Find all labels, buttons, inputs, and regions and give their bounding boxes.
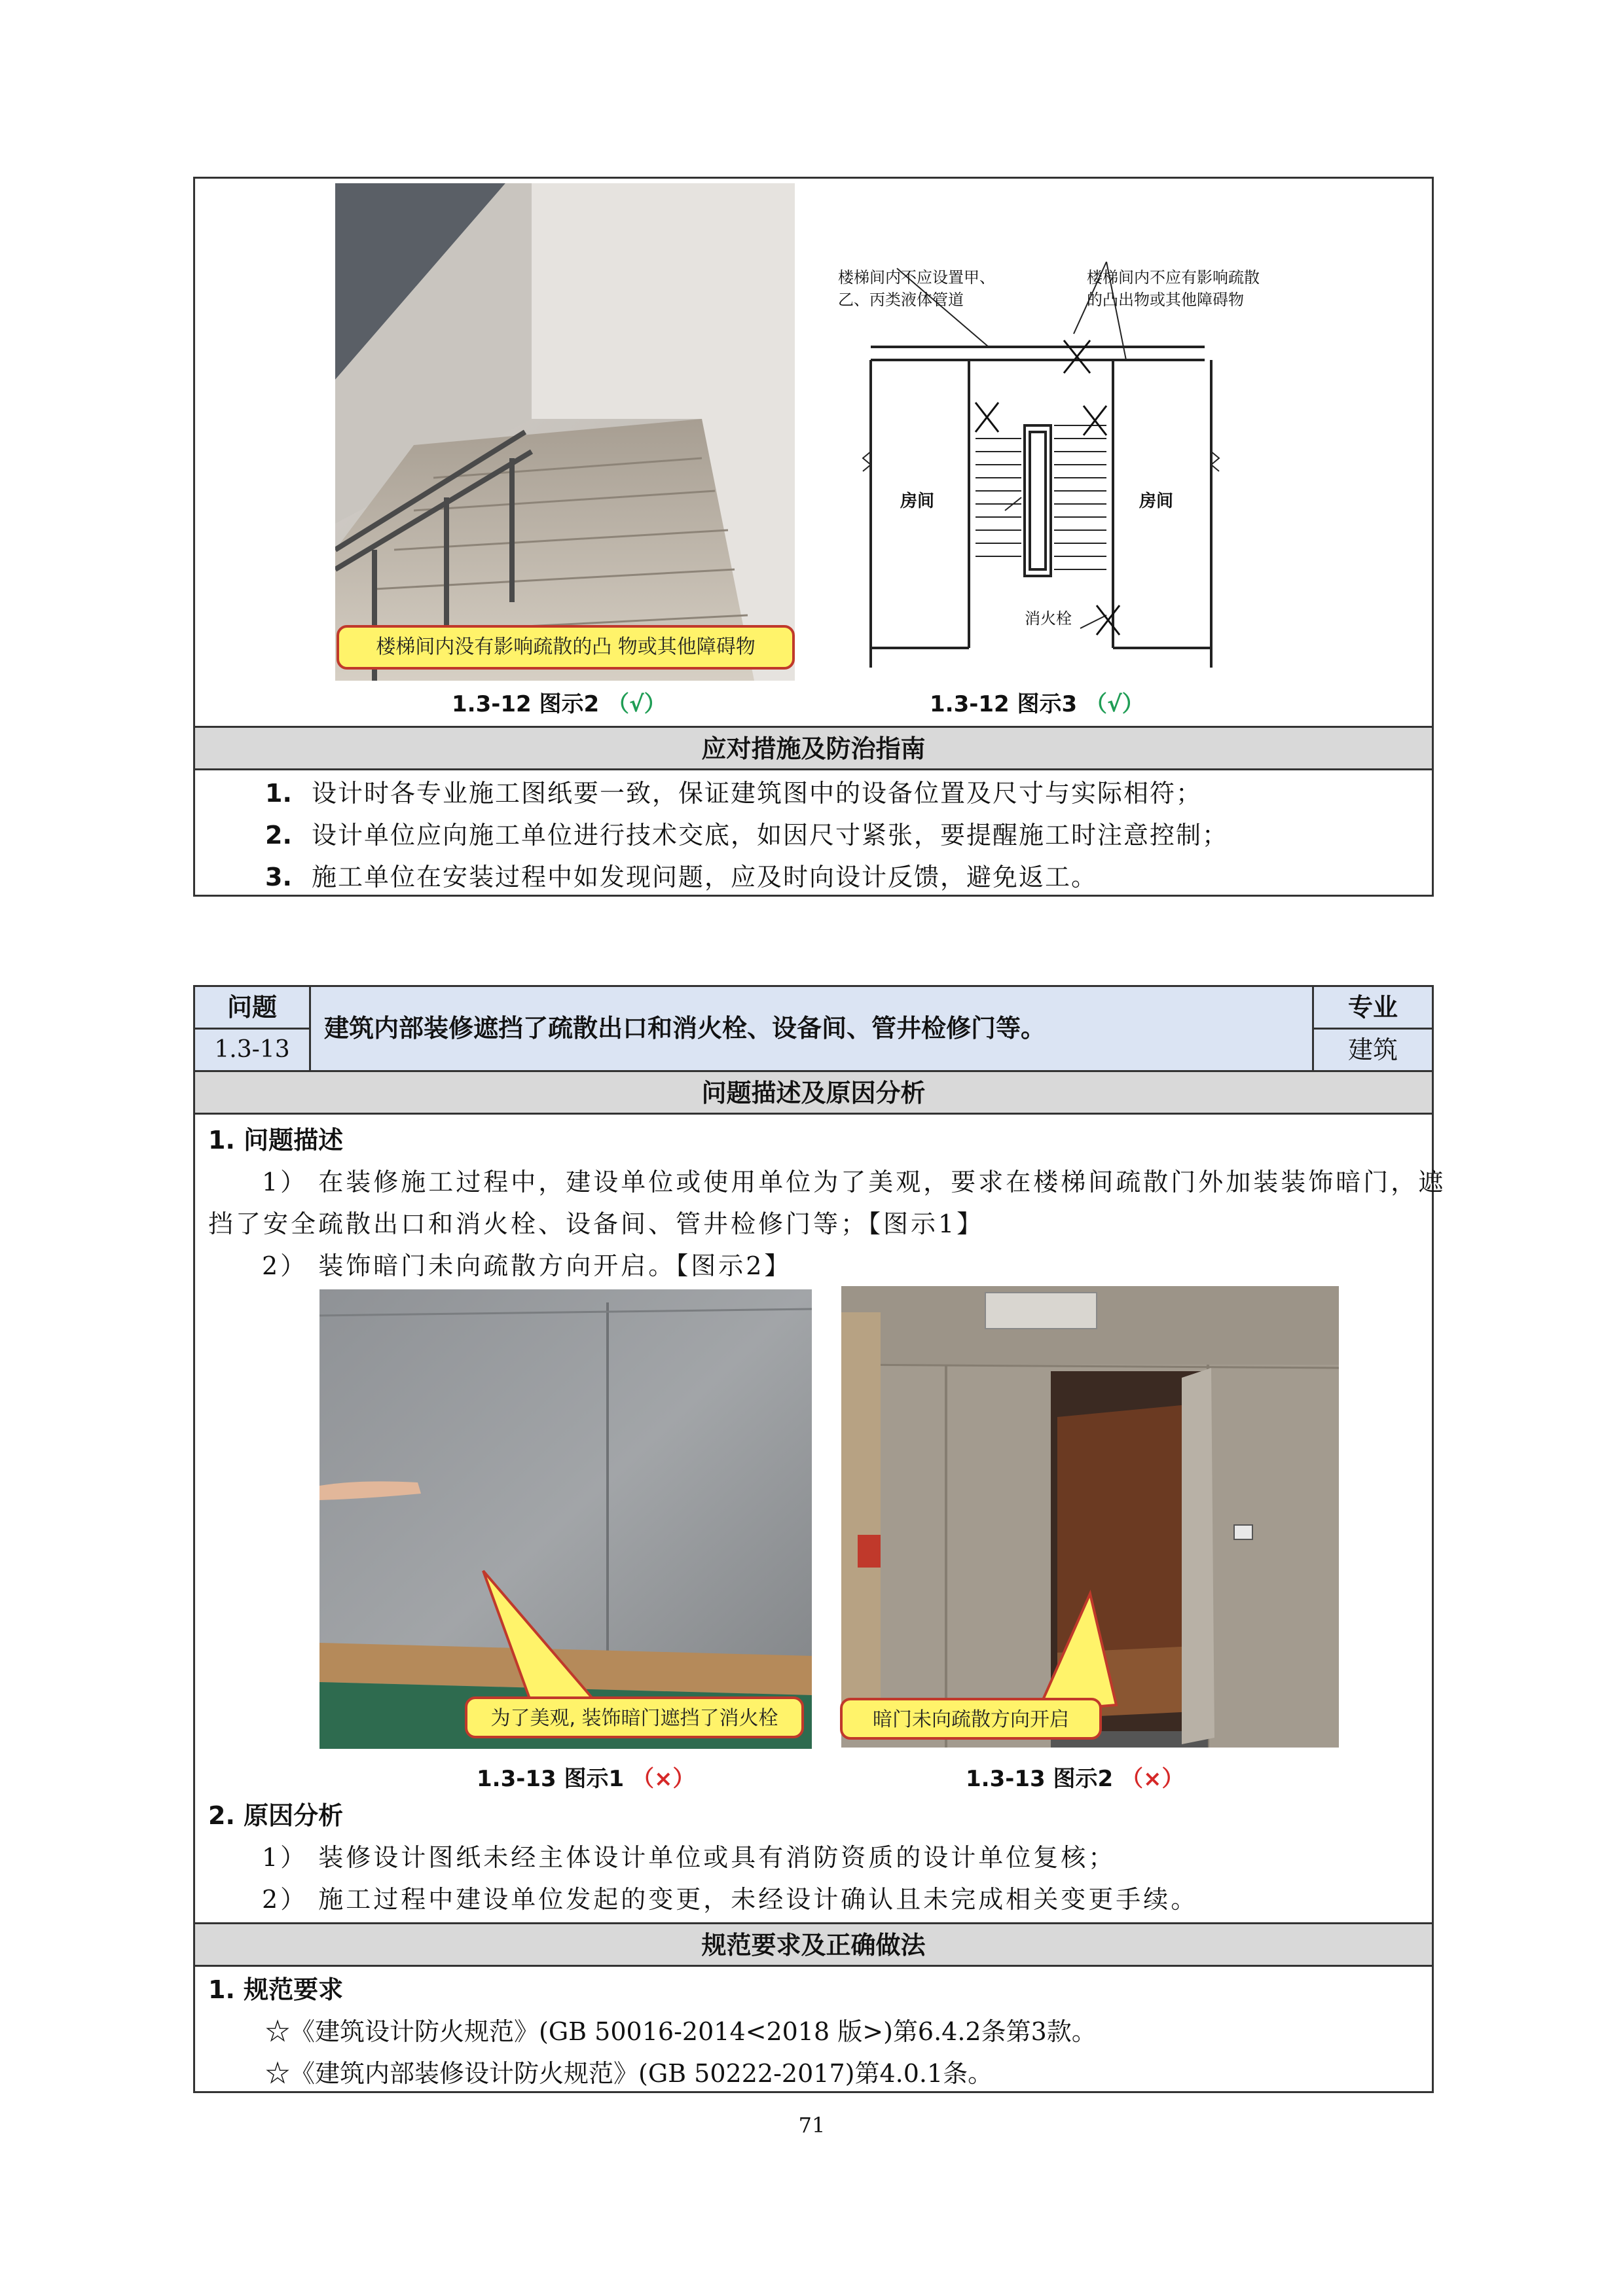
issue-label-cell: 问题	[193, 985, 311, 1030]
cause-1: 1） 装修设计图纸未经主体设计单位或具有消防资质的设计单位复核；	[262, 1843, 1116, 1872]
photo1-caption-text: 1.3-13 图示1	[477, 1766, 625, 1792]
analysis-header: 问题描述及原因分析	[193, 1070, 1434, 1115]
plan-note-right-1: 楼梯间内不应有影响疏散	[1087, 268, 1260, 287]
plan-note-left-1: 楼梯间内不应设置甲、	[838, 268, 995, 287]
spec-header: 规范要求及正确做法	[193, 1922, 1434, 1967]
guide-item-2	[265, 814, 1228, 856]
hidden-door-photo-image	[319, 1289, 812, 1749]
plan-room-right: 房间	[1139, 492, 1174, 511]
cause-title: 2. 原因分析	[208, 1801, 344, 1830]
fig3-caption	[930, 686, 1144, 718]
issue-id-cell: 1.3-13	[193, 1028, 311, 1072]
hidden-door-callout: 为了美观, 装饰暗门遮挡了消火栓	[465, 1696, 804, 1738]
plan-note-right-2: 的凸出物或其他障碍物	[1087, 291, 1244, 309]
desc-1b: 挡了安全疏散出口和消火栓、设备间、管井检修门等；【图示1】	[208, 1210, 985, 1238]
page-number: 71	[798, 2113, 826, 2138]
photo2-caption-text: 1.3-13 图示2	[966, 1766, 1114, 1792]
photo1-caption	[477, 1761, 695, 1793]
spec-item-2: ☆《建筑内部装修设计防火规范》(GB 50222-2017)第4.0.1条。	[265, 2059, 993, 2088]
desc-title: 1. 问题描述	[208, 1126, 344, 1155]
plan-note-left-2: 乙、丙类液体管道	[838, 291, 964, 309]
open-door-photo	[841, 1286, 1339, 1748]
spec-item-1: ☆《建筑设计防火规范》(GB 50016-2014<2018 版>)第6.4.2条第3款。	[265, 2017, 1097, 2046]
open-door-photo-image	[841, 1286, 1339, 1748]
guide-item-3-num: 3.	[265, 863, 292, 891]
guide-item-1-num: 1.	[265, 779, 292, 808]
photo2-caption	[966, 1761, 1184, 1793]
discipline-label-cell: 专业	[1312, 985, 1434, 1030]
fig3-caption-text: 1.3-12 图示3	[930, 691, 1078, 717]
desc-2: 2） 装饰暗门未向疏散方向开启。【图示2】	[262, 1251, 792, 1280]
photo2-bad-mark: （×）	[1121, 1766, 1184, 1792]
desc-1a: 1） 在装修施工过程中，建设单位或使用单位为了美观，要求在楼梯间疏散门外加装装饰暗门，遮	[262, 1168, 1446, 1196]
guide-item-3	[265, 856, 1097, 898]
discipline-value-cell: 建筑	[1312, 1028, 1434, 1072]
fig2-caption	[452, 686, 666, 718]
fig3-ok-mark: （√）	[1085, 691, 1144, 717]
plan-hydrant-label: 消火栓	[1025, 609, 1072, 628]
guide-header: 应对措施及防治指南	[193, 726, 1434, 770]
stairwell-photo-image	[335, 183, 795, 681]
spec-title: 1. 规范要求	[208, 1975, 344, 2004]
guide-item-2-num: 2.	[265, 821, 292, 850]
cause-2: 2） 施工过程中建设单位发起的变更，未经设计确认且未完成相关变更手续。	[262, 1885, 1199, 1914]
photo1-bad-mark: （×）	[632, 1766, 695, 1792]
stairwell-callout: 楼梯间内没有影响疏散的凸 物或其他障碍物	[337, 625, 795, 670]
guide-item-1	[265, 772, 1202, 814]
open-door-callout: 暗门未向疏散方向开启	[840, 1698, 1102, 1740]
fig2-ok-mark: （√）	[607, 691, 666, 717]
guide-item-2-text: 设计单位应向施工单位进行技术交底，如因尺寸紧张，要提醒施工时注意控制；	[311, 821, 1228, 850]
issue-title: 建筑内部装修遮挡了疏散出口和消火栓、设备间、管井检修门等。	[309, 985, 1314, 1072]
hidden-door-photo	[319, 1289, 812, 1749]
fig2-caption-text: 1.3-12 图示2	[452, 691, 600, 717]
guide-item-1-text: 设计时各专业施工图纸要一致，保证建筑图中的设备位置及尺寸与实际相符；	[311, 779, 1202, 808]
stairwell-photo	[335, 183, 795, 681]
guide-item-3-text: 施工单位在安装过程中如发现问题，应及时向设计反馈，避免返工。	[311, 863, 1097, 891]
plan-room-left: 房间	[900, 492, 935, 511]
